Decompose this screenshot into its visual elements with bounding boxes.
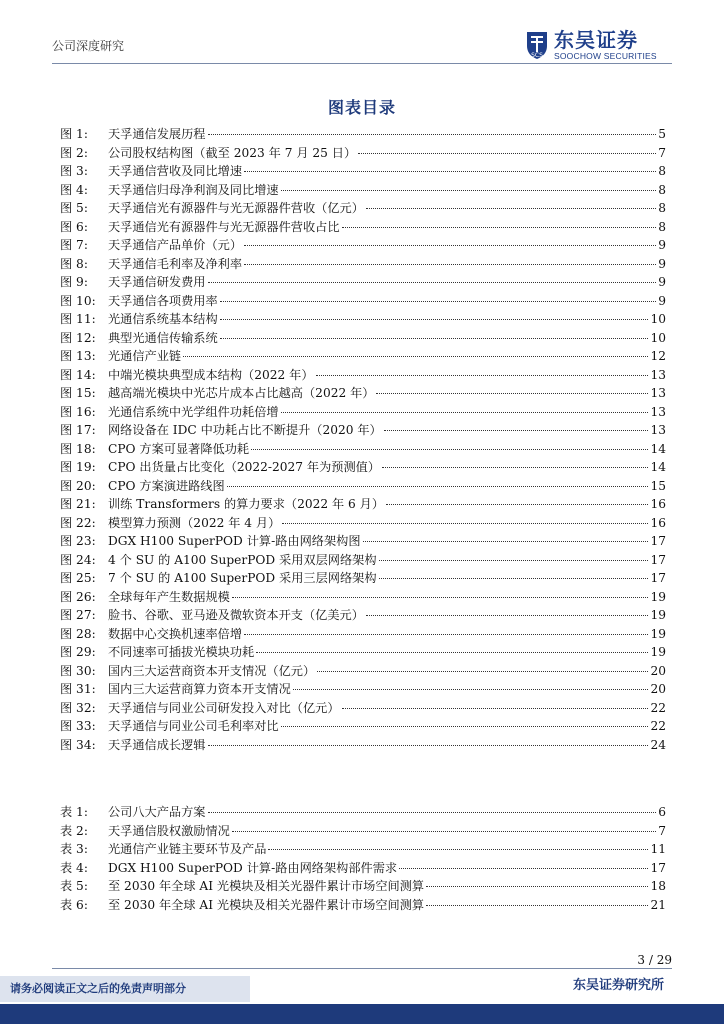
dot-leader [244, 624, 648, 635]
figure-number: 图 32: [60, 700, 96, 715]
figure-page-number[interactable]: 9 [658, 275, 666, 289]
dot-leader [220, 291, 656, 302]
figure-page-number[interactable]: 17 [650, 571, 666, 585]
figure-title[interactable]: 天孚通信发展历程 [108, 127, 206, 141]
table-title[interactable]: 至 2030 年全球 AI 光模块及相关光器件累计市场空间测算 [108, 897, 425, 912]
figure-page-number[interactable]: 16 [650, 497, 666, 511]
figure-number: 图 6: [60, 219, 88, 234]
figure-number: 图 17: [60, 423, 96, 437]
figure-page-number[interactable]: 19 [650, 645, 666, 659]
page-title: 图表目录 [327, 98, 396, 117]
figure-number: 图 1: [60, 127, 88, 141]
figure-toc-entry[interactable] [60, 569, 666, 588]
table-title[interactable]: DGX H100 SuperPOD 计算-路由网络架构部件需求 [108, 860, 398, 875]
figure-toc-entry[interactable] [60, 477, 666, 496]
figure-page-number[interactable]: 10 [650, 330, 666, 345]
figure-number: 图 13: [60, 349, 96, 363]
figure-toc-entry[interactable] [60, 162, 666, 181]
figure-number: 图 25: [60, 571, 96, 585]
table-page-number[interactable]: 7 [658, 823, 666, 838]
footer-divider [52, 968, 672, 969]
figure-title[interactable]: 天孚通信成长逻辑 [108, 737, 206, 752]
dot-leader [363, 531, 649, 542]
dot-leader [293, 679, 649, 690]
figure-number: 图 23: [60, 534, 96, 548]
table-number: 表 3: [60, 842, 88, 856]
figure-page-number[interactable]: 8 [658, 201, 666, 215]
figure-title[interactable]: 数据中心交换机速率倍增 [108, 626, 243, 641]
figure-number: 图 20: [60, 478, 96, 493]
logo-mark-icon [524, 30, 550, 60]
figure-toc-entry[interactable] [60, 366, 666, 385]
figure-title[interactable]: 天孚通信光有源器件与光无源器件营收（亿元） [108, 201, 364, 215]
figure-title[interactable]: 天孚通信与同业公司研发投入对比（亿元） [108, 700, 340, 715]
figure-number: 图 34: [60, 737, 96, 752]
dot-leader [366, 198, 656, 209]
figure-page-number[interactable]: 19 [650, 608, 666, 622]
table-number: 表 1: [60, 805, 88, 819]
figure-title[interactable]: 不同速率可插拔光模块功耗 [108, 645, 255, 659]
figure-number: 图 12: [60, 330, 96, 345]
figure-title[interactable]: 越高端光模块中光芯片成本占比越高（2022 年） [108, 386, 375, 400]
figure-page-number[interactable]: 17 [650, 534, 666, 548]
footer-brand: 东吴证券研究所 [572, 978, 664, 993]
figure-number: 图 21: [60, 497, 96, 511]
figure-number: 图 4: [60, 182, 88, 197]
figure-toc-entry[interactable] [60, 736, 666, 755]
figure-toc-entry[interactable] [60, 255, 666, 274]
dot-leader [382, 457, 648, 468]
figure-number: 图 26: [60, 589, 96, 604]
figure-toc-entry[interactable] [60, 532, 666, 551]
figure-title[interactable]: 模型算力预测（2022 年 4 月） [108, 515, 281, 530]
figure-number: 图 30: [60, 663, 96, 678]
figure-toc-entry[interactable] [60, 310, 666, 329]
table-page-number[interactable]: 11 [650, 842, 666, 856]
figure-page-number[interactable]: 22 [650, 719, 666, 733]
figure-number: 图 22: [60, 515, 96, 530]
figure-toc-entry[interactable] [60, 551, 666, 570]
figure-page-number[interactable]: 15 [650, 478, 666, 493]
dot-leader [426, 895, 648, 906]
figure-page-number[interactable]: 8 [658, 182, 666, 197]
figure-toc-entry[interactable] [60, 218, 666, 237]
figure-number: 图 3: [60, 164, 88, 178]
figure-toc-entry[interactable] [60, 717, 666, 736]
figure-toc-entry[interactable] [60, 588, 666, 607]
figure-title[interactable]: 天孚通信毛利率及净利率 [108, 256, 243, 271]
dot-leader [379, 550, 649, 561]
dot-leader [208, 735, 649, 746]
figure-number: 图 16: [60, 404, 96, 419]
figure-toc-entry[interactable] [60, 347, 666, 366]
figure-page-number[interactable]: 20 [650, 663, 666, 678]
figure-number: 图 33: [60, 719, 96, 733]
figure-toc-entry[interactable] [60, 181, 666, 200]
figure-page-number[interactable]: 20 [650, 682, 666, 696]
figure-title[interactable]: 天孚通信各项费用率 [108, 293, 218, 308]
table-page-number[interactable]: 18 [650, 879, 666, 893]
figure-toc-entry[interactable] [60, 440, 666, 459]
figure-page-number[interactable]: 8 [658, 164, 666, 178]
dot-leader [183, 346, 648, 357]
figure-title[interactable]: 4 个 SU 的 A100 SuperPOD 采用双层网络架构 [108, 552, 377, 567]
figure-page-number[interactable]: 9 [658, 293, 666, 308]
figure-page-number[interactable]: 19 [650, 589, 666, 604]
figure-title[interactable]: 脸书、谷歌、亚马逊及微软资本开支（亿美元） [108, 608, 364, 622]
figure-title[interactable]: DGX H100 SuperPOD 计算-路由网络架构图 [108, 534, 361, 548]
figure-number: 图 19: [60, 460, 96, 474]
dot-leader [232, 587, 649, 598]
table-page-number[interactable]: 17 [650, 860, 666, 875]
figure-page-number[interactable]: 22 [650, 700, 666, 715]
dot-leader [358, 143, 656, 154]
figure-title[interactable]: 训练 Transformers 的算力要求（2022 年 6 月） [108, 497, 385, 511]
figure-title[interactable]: CPO 出货量占比变化（2022-2027 年为预测值） [108, 460, 381, 474]
figure-toc-entry[interactable] [60, 384, 666, 403]
figure-page-number[interactable]: 10 [650, 312, 666, 326]
figure-title[interactable]: 公司股权结构图（截至 2023 年 7 月 25 日） [108, 145, 357, 160]
figure-page-number[interactable]: 9 [658, 256, 666, 271]
figure-toc-entry[interactable] [60, 125, 666, 144]
figure-title[interactable]: 天孚通信与同业公司毛利率对比 [108, 719, 279, 733]
dot-leader [342, 698, 649, 709]
page-indicator: 3 / 29 [637, 953, 672, 967]
bottom-color-band [0, 1004, 724, 1024]
dot-leader [376, 383, 648, 394]
figure-toc-entry[interactable] [60, 680, 666, 699]
figure-toc-entry[interactable] [60, 403, 666, 422]
figure-toc-entry[interactable] [60, 495, 666, 514]
dot-leader [386, 494, 648, 505]
figure-title[interactable]: 网络设备在 IDC 中功耗占比不断提升（2020 年） [108, 423, 382, 437]
table-number: 表 6: [60, 897, 88, 912]
table-toc-entry[interactable] [60, 859, 666, 878]
dot-leader [244, 235, 656, 246]
figure-number: 图 15: [60, 386, 96, 400]
figure-page-number[interactable]: 16 [650, 515, 666, 530]
figure-toc-entry[interactable] [60, 292, 666, 311]
figure-title[interactable]: 7 个 SU 的 A100 SuperPOD 采用三层网络架构 [108, 571, 377, 585]
figure-title[interactable]: 天孚通信营收及同比增速 [108, 164, 243, 178]
figure-toc-entry[interactable] [60, 273, 666, 292]
figure-title[interactable]: 全球每年产生数据规模 [108, 589, 230, 604]
figure-toc-entry[interactable] [60, 514, 666, 533]
figure-title[interactable]: 天孚通信光有源器件与光无源器件营收占比 [108, 219, 340, 234]
header-divider [52, 63, 672, 64]
figure-number: 图 28: [60, 626, 96, 641]
figure-toc-entry[interactable] [60, 421, 666, 440]
logo-english-name: SOOCHOW SECURITIES [554, 51, 657, 61]
figure-number: 图 7: [60, 238, 88, 252]
figure-page-number[interactable]: 24 [650, 737, 666, 752]
table-title[interactable]: 公司八大产品方案 [108, 805, 206, 819]
figure-number: 图 29: [60, 645, 96, 659]
figure-toc-entry[interactable] [60, 606, 666, 625]
table-number: 表 5: [60, 879, 88, 893]
figure-toc-entry[interactable] [60, 699, 666, 718]
dot-leader [232, 821, 656, 832]
table-title[interactable]: 光通信产业链主要环节及产品 [108, 842, 267, 856]
figure-title[interactable]: 光通信系统基本结构 [108, 312, 218, 326]
table-toc-list [60, 803, 666, 914]
logo-chinese-name: 东吴证券 [554, 28, 638, 52]
dot-leader [256, 642, 648, 653]
figure-page-number[interactable]: 14 [650, 441, 666, 456]
figure-title[interactable]: 天孚通信归母净利润及同比增速 [108, 182, 279, 197]
dot-leader [268, 839, 648, 850]
dot-leader [244, 161, 656, 172]
dot-leader [426, 876, 648, 887]
figure-number: 图 31: [60, 682, 96, 696]
dot-leader [281, 402, 649, 413]
figure-toc-list [60, 125, 666, 754]
table-toc-entry[interactable] [60, 896, 666, 915]
figure-toc-entry[interactable] [60, 662, 666, 681]
figure-toc-entry[interactable] [60, 144, 666, 163]
figure-number: 图 11: [60, 312, 96, 326]
table-toc-entry[interactable] [60, 840, 666, 859]
dot-leader [317, 661, 648, 672]
table-title[interactable]: 天孚通信股权激励情况 [108, 823, 230, 838]
figure-page-number[interactable]: 13 [650, 404, 666, 419]
figure-title[interactable]: 天孚通信产品单价（元） [108, 238, 243, 252]
figure-page-number[interactable]: 8 [658, 219, 666, 234]
dot-leader [379, 568, 649, 579]
figure-toc-entry[interactable] [60, 458, 666, 477]
figure-toc-entry[interactable] [60, 625, 666, 644]
figure-page-number[interactable]: 14 [650, 460, 666, 474]
dot-leader [281, 180, 656, 191]
figure-title[interactable]: 中端光模块典型成本结构（2022 年） [108, 367, 314, 382]
dot-leader [282, 513, 648, 524]
figure-page-number[interactable]: 13 [650, 367, 666, 382]
dot-leader [251, 439, 648, 450]
dot-leader [220, 328, 649, 339]
figure-title[interactable]: CPO 方案可显著降低功耗 [108, 441, 250, 456]
figure-title[interactable]: CPO 方案演进路线图 [108, 478, 225, 493]
figure-title[interactable]: 光通信产业链 [108, 349, 182, 363]
logo-mark-text: SCS [531, 52, 543, 59]
table-number: 表 2: [60, 823, 88, 838]
figure-title[interactable]: 光通信系统中光学组件功耗倍增 [108, 404, 279, 419]
figure-toc-entry[interactable] [60, 199, 666, 218]
figure-page-number[interactable]: 5 [658, 127, 666, 141]
table-toc-entry[interactable] [60, 822, 666, 841]
dot-leader [208, 272, 657, 283]
dot-leader [208, 802, 657, 813]
figure-number: 图 2: [60, 145, 88, 160]
figure-page-number[interactable]: 7 [658, 145, 666, 160]
table-toc-entry[interactable] [60, 877, 666, 896]
dot-leader [384, 420, 649, 431]
dot-leader [227, 476, 649, 487]
figure-toc-entry[interactable] [60, 236, 666, 255]
figure-number: 图 24: [60, 552, 96, 567]
figure-number: 图 5: [60, 201, 88, 215]
company-logo [524, 27, 674, 63]
table-toc-entry[interactable] [60, 803, 666, 822]
table-page-number[interactable]: 6 [658, 805, 666, 819]
figure-page-number[interactable]: 12 [650, 349, 666, 363]
dot-leader [342, 217, 656, 228]
table-title[interactable]: 至 2030 年全球 AI 光模块及相关光器件累计市场空间测算 [108, 879, 425, 893]
figure-number: 图 18: [60, 441, 96, 456]
figure-toc-entry[interactable] [60, 329, 666, 348]
figure-page-number[interactable]: 19 [650, 626, 666, 641]
figure-number: 图 9: [60, 275, 88, 289]
disclaimer-note: 请务必阅读正文之后的免责声明部分 [0, 976, 250, 1002]
figure-title[interactable]: 国内三大运营商资本开支情况（亿元） [108, 663, 316, 678]
table-number: 表 4: [60, 860, 88, 875]
figure-toc-entry[interactable] [60, 643, 666, 662]
dot-leader [281, 716, 649, 727]
dot-leader [244, 254, 656, 265]
figure-title[interactable]: 国内三大运营商算力资本开支情况 [108, 682, 291, 696]
dot-leader [399, 858, 648, 869]
dot-leader [316, 365, 649, 376]
figure-number: 图 10: [60, 293, 96, 308]
figure-title[interactable]: 典型光通信传输系统 [108, 330, 218, 345]
dot-leader [220, 309, 649, 320]
figure-page-number[interactable]: 13 [650, 386, 666, 400]
figure-number: 图 14: [60, 367, 96, 382]
header-section-label: 公司深度研究 [52, 39, 125, 53]
figure-number: 图 8: [60, 256, 88, 271]
figure-page-number[interactable]: 17 [650, 552, 666, 567]
figure-page-number[interactable]: 13 [650, 423, 666, 437]
figure-number: 图 27: [60, 608, 96, 622]
dot-leader [208, 124, 657, 135]
table-page-number[interactable]: 21 [650, 897, 666, 912]
figure-title[interactable]: 天孚通信研发费用 [108, 275, 206, 289]
figure-page-number[interactable]: 9 [658, 238, 666, 252]
dot-leader [366, 605, 649, 616]
